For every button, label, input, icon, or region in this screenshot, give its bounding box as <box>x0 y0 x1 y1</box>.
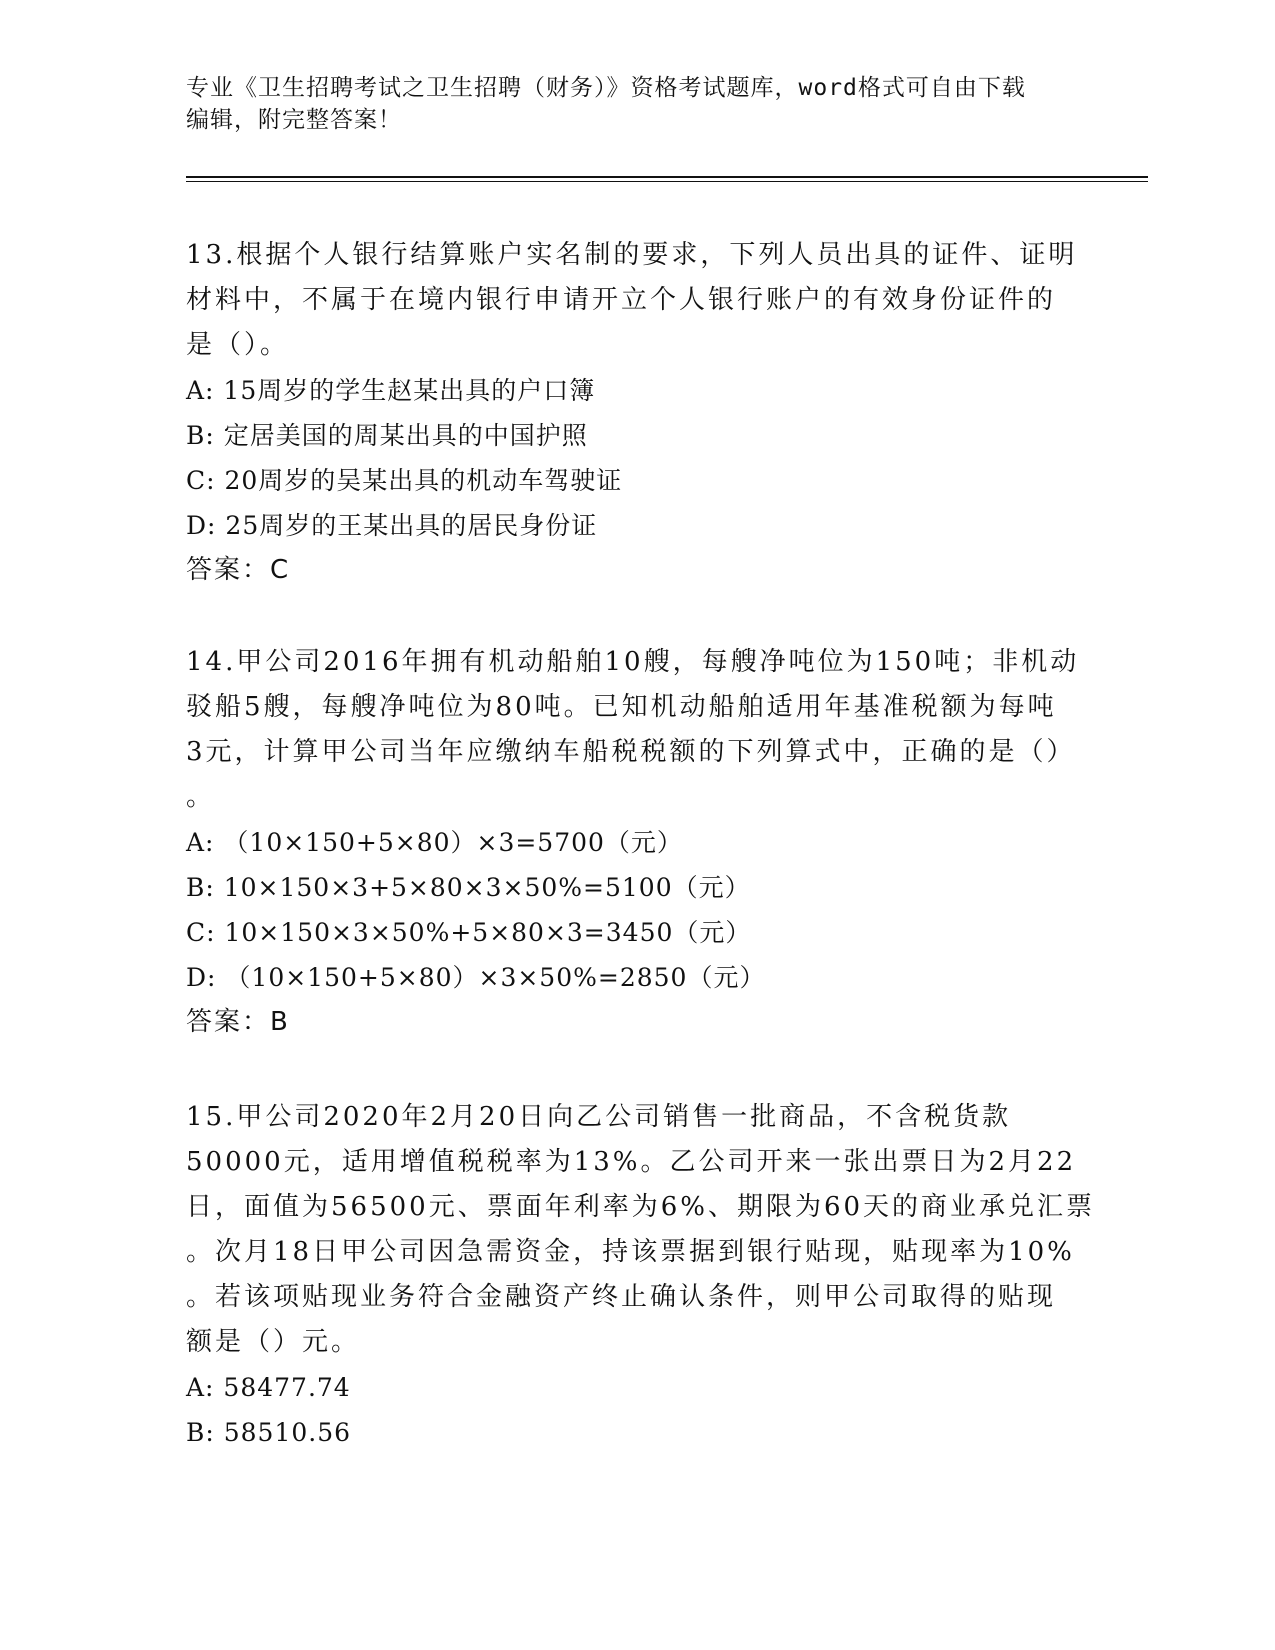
header-line-1: 专业《卫生招聘考试之卫生招聘（财务）》资格考试题库，word格式可自由下载 <box>186 75 1026 101</box>
question-text-line: 。若该项贴现业务符合金融资产终止确认条件，则甲公司取得的贴现 <box>186 1282 1057 1312</box>
question-text-line: 13.根据个人银行结算账户实名制的要求，下列人员出具的证件、证明 <box>186 240 1078 270</box>
option-b: B: 58510.56 <box>186 1418 352 1447</box>
question-13 <box>186 233 1086 593</box>
question-text-line: 驳船5艘，每艘净吨位为80吨。已知机动船舶适用年基准税额为每吨 <box>186 692 1057 722</box>
question-text-line: 14.甲公司2016年拥有机动船舶10艘，每艘净吨位为150吨；非机动 <box>186 647 1080 677</box>
option-b: B: 10×150×3+5×80×3×50%=5100（元） <box>186 873 751 902</box>
header-line-2: 编辑，附完整答案！ <box>186 107 402 133</box>
question-text-line: 材料中，不属于在境内银行申请开立个人银行账户的有效身份证件的 <box>186 285 1057 315</box>
header-divider-thin <box>186 181 1148 182</box>
question-text-line: 。次月18日甲公司因急需资金，持该票据到银行贴现，贴现率为10% <box>186 1237 1075 1267</box>
answer-line: 答案：B <box>186 1007 290 1037</box>
answer-line: 答案：C <box>186 555 291 585</box>
question-text-line: 日，面值为56500元、票面年利率为6%、期限为60天的商业承兑汇票 <box>186 1192 1096 1222</box>
option-d: D: （10×150+5×80）×3×50%=2850（元） <box>186 963 766 992</box>
header-divider-thick <box>186 176 1148 178</box>
question-text-line: 50000元，适用增值税税率为13%。乙公司开来一张出票日为2月22 <box>186 1147 1077 1177</box>
option-b: B: 定居美国的周某出具的中国护照 <box>186 421 588 450</box>
question-14 <box>186 640 1086 1045</box>
question-text-line: 15.甲公司2020年2月20日向乙公司销售一批商品，不含税货款 <box>186 1102 1012 1132</box>
option-a: A: 15周岁的学生赵某出具的户口簿 <box>186 376 596 405</box>
option-c: C: 10×150×3×50%+5×80×3=3450（元） <box>186 918 752 947</box>
question-text-line: 。 <box>186 782 216 812</box>
option-a: A: 58477.74 <box>186 1373 351 1402</box>
option-c: C: 20周岁的吴某出具的机动车驾驶证 <box>186 466 623 495</box>
question-15 <box>186 1095 1096 1455</box>
question-text-line: 额是（）元。 <box>186 1327 361 1357</box>
document-header <box>186 72 1066 136</box>
question-text-line: 是（）。 <box>186 330 290 360</box>
question-text-line: 3元，计算甲公司当年应缴纳车船税税额的下列算式中，正确的是（） <box>186 737 1076 767</box>
option-d: D: 25周岁的王某出具的居民身份证 <box>186 511 598 540</box>
option-a: A: （10×150+5×80）×3=5700（元） <box>186 828 683 857</box>
